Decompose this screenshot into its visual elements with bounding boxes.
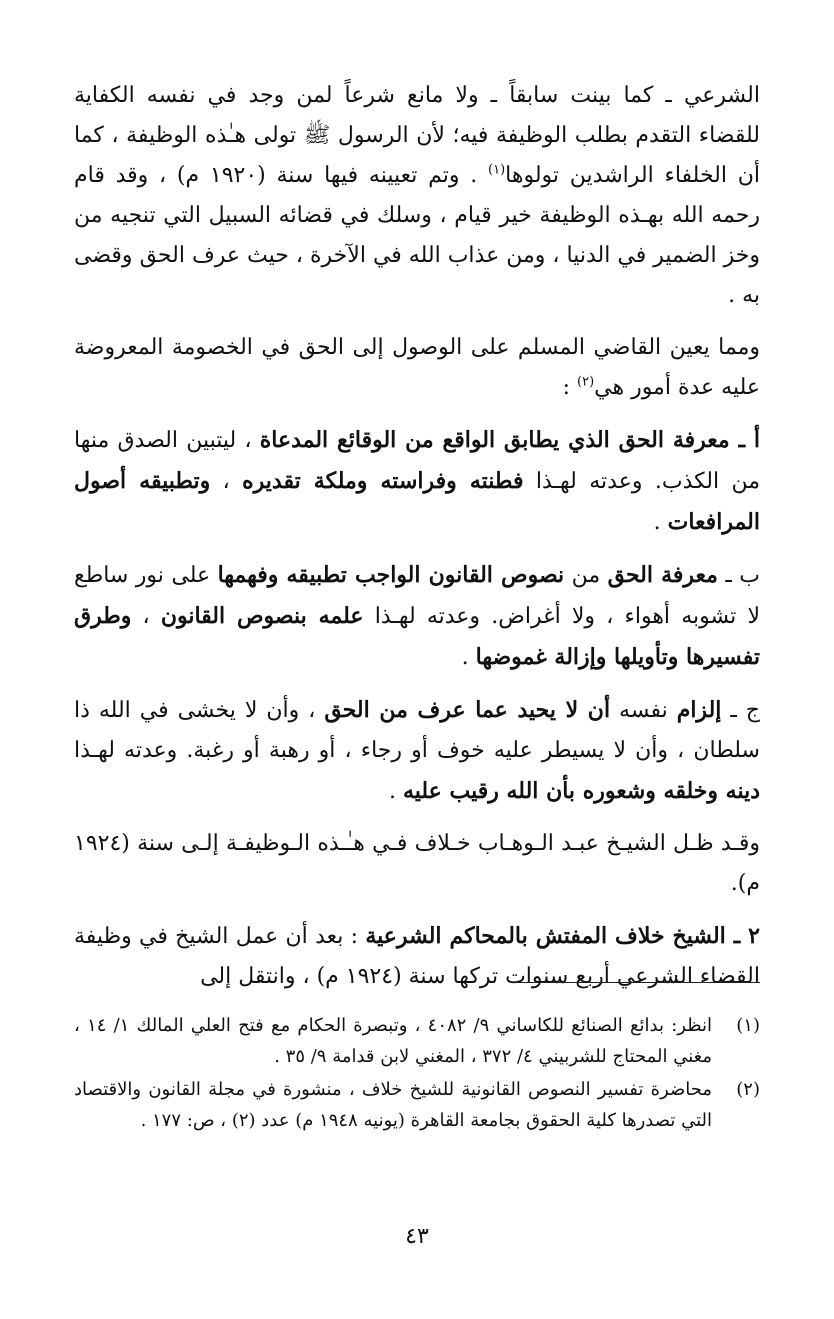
footnote-number: (٢) (736, 1079, 760, 1100)
text-run: ، (131, 604, 161, 629)
text-run: وقـد ظـل الشيـخ عبـد الـوهـاب خـلاف فـي هـٰـذه الـوظيفـة إلـى سنة (١٩٢٤ م). (74, 831, 761, 896)
footnote-text: انظر: بدائع الصنائع للكاساني ٩/ ٤٠٨٢ ، وتبصرة الحكام مع فتح العلي المالك ١/ ١٤ ، مغني المحتاج للشربيني ٤/ ٣٧٢ ، المغني لابن قدامة ٩/ ٣٥ . (74, 1015, 712, 1067)
text-run: . وتم تعيينه فيها سنة (١٩٢٠ م) ، وقد قام رحمه الله بهـذه الوظيفة خير قيام ، وسلك في قضائه السبيل التي تنجيه من وخز الضمير في الدنيا ، ومن عذاب الله في الآخرة ، حيث عرف الحق وقضى به . (74, 163, 760, 308)
bold-text: إلزام (676, 697, 722, 723)
footnotes (74, 1010, 760, 1138)
text-run: . (461, 645, 476, 670)
footnote-number: (١) (736, 1015, 760, 1036)
bold-text: فطنته وفراسته وملكة تقديره (242, 468, 524, 494)
paragraph-3 (74, 420, 760, 543)
text-run: ، ليتبين الصدق منها من الكذب. وعدته لهـذا (74, 428, 761, 494)
text-run: ، وأن لا يخشى في الله ذا سلطان ، وأن لا يسيطر عليه خوف أو رجاء ، أو رهبة أو رغبة. وعدته لهـذا (74, 698, 760, 763)
paragraph-1 (74, 76, 760, 316)
bold-text: علمه بنصوص القانون (160, 603, 364, 629)
bold-text: معرفة الحق (607, 562, 718, 588)
text-run: من (564, 563, 608, 588)
text-run: : بعد أن عمل الشيخ في وظيفة القضاء الشرعي أربع سنوات تركها سنة (١٩٢٤ م) ، وانتقل إلى (74, 924, 760, 989)
bold-text: دينه وخلقه وشعوره بأن الله رقيب عليه (402, 778, 760, 804)
paragraph-5 (74, 690, 760, 812)
paragraph-4 (74, 555, 760, 678)
text-run: على نور ساطع لا تشوبه أهواء ، ولا أغراض. وعدته لهـذا (74, 563, 760, 629)
text-run: ج ـ (721, 698, 760, 723)
footnote-separator (514, 982, 760, 983)
main-text (74, 76, 760, 1009)
text-run: . (653, 510, 668, 535)
text-run: ومما يعين القاضي المسلم على الوصول إلى الحق في الخصومة المعروضة عليه عدة أمور هي (74, 335, 760, 400)
footnote-text: محاضرة تفسير النصوص القانونية للشيخ خلاف ، منشورة في مجلة القانون والاقتصاد التي تصدرها كلية الحقوق بجامعة القاهرة (يونيه ١٩٤٨ م) عدد (٢) ، ص: ١٧٧ . (74, 1079, 712, 1131)
bold-text: نصوص القانون الواجب تطبيقه وفهمها (217, 562, 565, 588)
text-run: الشرعي ـ كما بينت سابقاً ـ ولا مانع شرعاً لمن وجد في نفسه الكفاية للقضاء التقدم بطلب الوظيفة فيه؛ لأن الرسول ﷺ تولى هـٰذه الوظيفة ، كما أن الخلفاء الراشدين تولوها (74, 83, 760, 188)
footnote-ref: (٢) (577, 374, 595, 390)
text-run: ب ـ (717, 563, 760, 588)
footnote-ref: (١) (488, 162, 506, 178)
paragraph-2 (74, 328, 760, 408)
footnote-2 (74, 1074, 760, 1136)
bold-text: ٢ ـ الشيخ خلاف المفتش بالمحاكم الشرعية (365, 923, 760, 949)
page-number: ٤٣ (405, 1224, 429, 1249)
bold-text: أن لا يحيد عما عرف من الحق (324, 697, 611, 723)
bold-text: أ ـ معرفة الحق الذي يطابق الواقع من الوقائع المدعاة (259, 427, 760, 453)
bold-text: وتطبيقه أصول المرافعات (74, 468, 760, 535)
paragraph-7 (74, 916, 760, 997)
text-run: : (562, 375, 577, 400)
text-run: . (388, 779, 403, 804)
bold-text: وطرق تفسيرها وتأويلها وإزالة غموضها (74, 603, 760, 670)
footnote-1 (74, 1010, 760, 1072)
paragraph-6 (74, 824, 760, 904)
text-run: نفسه (610, 698, 677, 723)
text-run: ، (210, 469, 243, 494)
